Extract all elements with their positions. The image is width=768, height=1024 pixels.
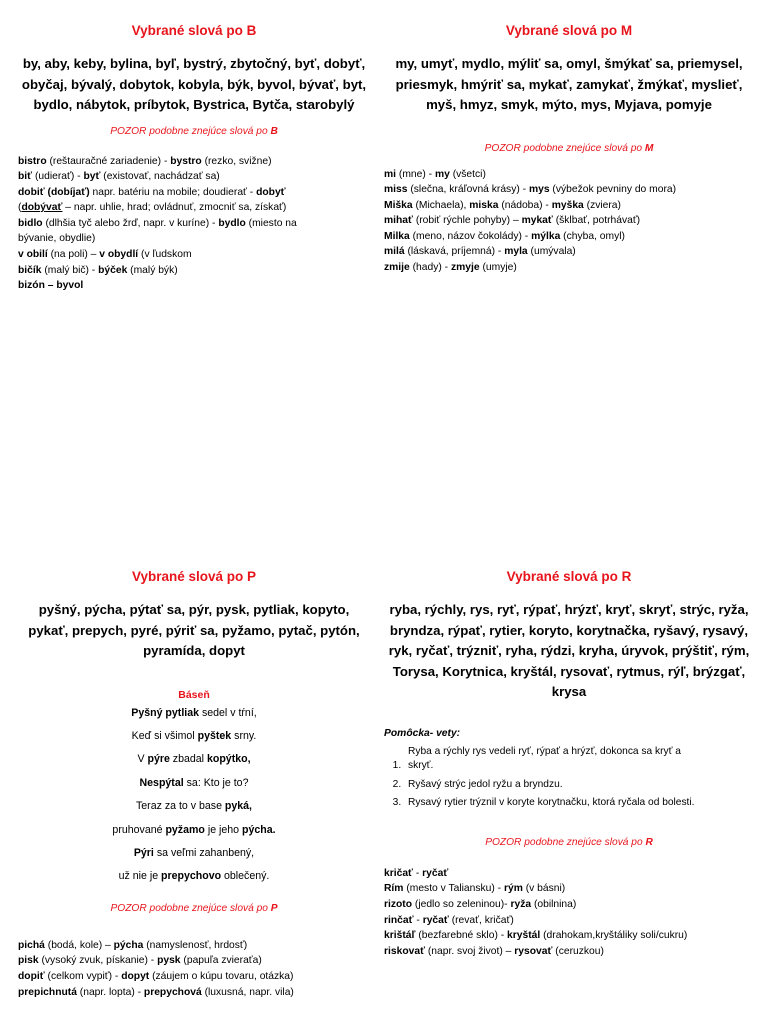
poem-line: Nespýtal sa: Kto je to? — [139, 776, 249, 789]
poem-title: Báseň — [178, 688, 210, 701]
poem-line: V pýre zbadal kopýtko, — [137, 753, 251, 766]
entry: zmije (hady) - zmyje (umyje) — [384, 262, 517, 274]
section-b-title: Vybrané slová po B — [131, 23, 257, 38]
section-b — [18, 22, 370, 294]
entry: pichá (bodá, kole) – pýcha (namyslenosť, hrdosť) — [18, 939, 248, 951]
entry: Miška (Michaela), miska (nádoba) - myška (zviera) — [384, 199, 621, 211]
section-r-entries — [384, 866, 754, 960]
entry: (dobývať – napr. uhlie, hrad; ovládnuť, zmocniť sa, získať) — [18, 202, 287, 214]
entry: Milka (meno, názov čokolády) - mýlka (chyba, omyl) — [384, 230, 625, 242]
poem-line: Pýri sa veľmi zahanbený, — [133, 846, 255, 859]
section-p-entries — [18, 938, 370, 1000]
entry: riskovať (napr. svoj život) – rysovať (ceruzkou) — [384, 945, 604, 957]
entry: dobiť (dobíjať) napr. batériu na mobile; doudierať - dobyť — [18, 186, 286, 198]
section-p-words: pyšný, pýcha, pýtať sa, pýr, pysk, pytliak, kopyto, pykať, prepych, pyré, pýriť sa, pyžamo, pytač, pytón, pyramída, dopyt — [28, 602, 360, 658]
entry: mi (mne) - my (všetci) — [384, 168, 486, 180]
entry: bistro (reštauračné zariadenie) - bystro (rezko, svižne) — [18, 155, 272, 167]
entry: prepichnutá (napr. lopta) - prepychová (luxusná, napr. vila) — [18, 986, 294, 998]
sentence: 3. Rysavý rytier trýznil v koryte korytnačku, ktorá ryčala od bolesti. — [404, 796, 754, 811]
poem-line: už nie je prepychovo oblečený. — [118, 870, 270, 883]
section-m-words: my, umyť, mydlo, mýliť sa, omyl, šmýkať sa, priemysel, priesmyk, hmýriť sa, mykať, zamykať, žmýkať, myslieť, myš, hmyz, smyk, mýto, mys, Myjava, pomyje — [395, 56, 743, 112]
entry: rinčať - ryčať (revať, kričať) — [384, 914, 514, 926]
entry: v obilí (na poli) – v obydlí (v ľudskom — [18, 249, 192, 261]
section-p-pozor: POZOR podobne znejúce slová po P — [110, 902, 278, 914]
entry: bizón – byvol — [18, 280, 84, 292]
section-p — [18, 568, 370, 1000]
section-r-title: Vybrané slová po R — [506, 569, 632, 584]
entry: bidlo (dlhšia tyč alebo žrď, napr. v kuríne) - bydlo (miesto na — [18, 217, 297, 229]
section-r-pozor: POZOR podobne znejúce slová po R — [485, 836, 653, 848]
poem-line: Keď si všimol pyštek srny. — [131, 729, 257, 742]
section-b-pozor: POZOR podobne znejúce slová po B — [110, 125, 278, 137]
poem-line: pruhované pyžamo je jeho pýcha. — [112, 823, 276, 836]
section-m-title: Vybrané slová po M — [505, 23, 633, 38]
section-m-entries — [384, 167, 754, 276]
entry: dopiť (celkom vypiť) - dopyt (záujem o kúpu tovaru, otázka) — [18, 970, 294, 982]
section-r — [384, 568, 754, 959]
entry: kričať - ryčať — [384, 867, 449, 879]
sentence-list — [384, 745, 754, 811]
entry: milá (láskavá, príjemná) - myla (umývala) — [384, 246, 576, 258]
poem — [18, 702, 370, 889]
hint-title: Pomôcka- vety: — [384, 727, 461, 739]
entry: Rím (mesto v Taliansku) - rým (v básni) — [384, 883, 566, 895]
poem-line: Pyšný pytliak sedel v tŕní, — [131, 706, 257, 719]
section-p-title: Vybrané slová po P — [131, 569, 257, 584]
entry: krištáľ (bezfarebné sklo) - kryštál (drahokam,kryštáliky soli/cukru) — [384, 930, 688, 942]
entry: rizoto (jedlo so zeleninou)- ryža (obilnina) — [384, 899, 577, 911]
sentence: 2. Ryšavý strýc jedol ryžu a bryndzu. — [404, 778, 754, 793]
entry: pisk (vysoký zvuk, pískanie) - pysk (papuľa zvieraťa) — [18, 955, 262, 967]
section-b-words: by, aby, keby, bylina, byľ, bystrý, zbytočný, byť, dobyť, obyčaj, bývalý, dobytok, kobyla, býk, byvol, bývať, byt, bydlo, nábytok, príbytok, Bystrica, Bytča, starobylý — [21, 56, 367, 112]
entry: miss (slečna, kráľovná krásy) - mys (výbežok pevniny do mora) — [384, 184, 677, 196]
section-r-words: ryba, rýchly, rys, ryť, rýpať, hrýzť, kryť, skryť, strýc, ryža, bryndza, rýpať, rytier, koryto, korytnačka, ryšavý, rysavý, ryk, ryčať, trýzniť, ryha, rýdzi, kryha, úryvok, prýštiť, rým, Torysa, Korytnica, kryštál, rysovať, rytmus, rýľ, brýzgať, krysa — [388, 602, 750, 699]
poem-line: Teraz za to v base pyká, — [135, 800, 252, 813]
entry: bičík (malý bič) - býček (malý býk) — [18, 264, 178, 276]
section-b-entries — [18, 154, 370, 294]
sentence: 1. Ryba a rýchly rys vedeli ryť, rýpať a hrýzť, dokonca sa kryť a skryť. — [404, 745, 754, 774]
entry: bývanie, obydlie) — [18, 233, 96, 245]
entry: biť (udierať) - byť (existovať, nachádzať sa) — [18, 171, 220, 183]
section-m — [384, 22, 754, 276]
entry: mihať (robiť rýchle pohyby) – mykať (šklbať, potrhávať) — [384, 215, 641, 227]
section-m-pozor: POZOR podobne znejúce slová po M — [484, 142, 654, 154]
